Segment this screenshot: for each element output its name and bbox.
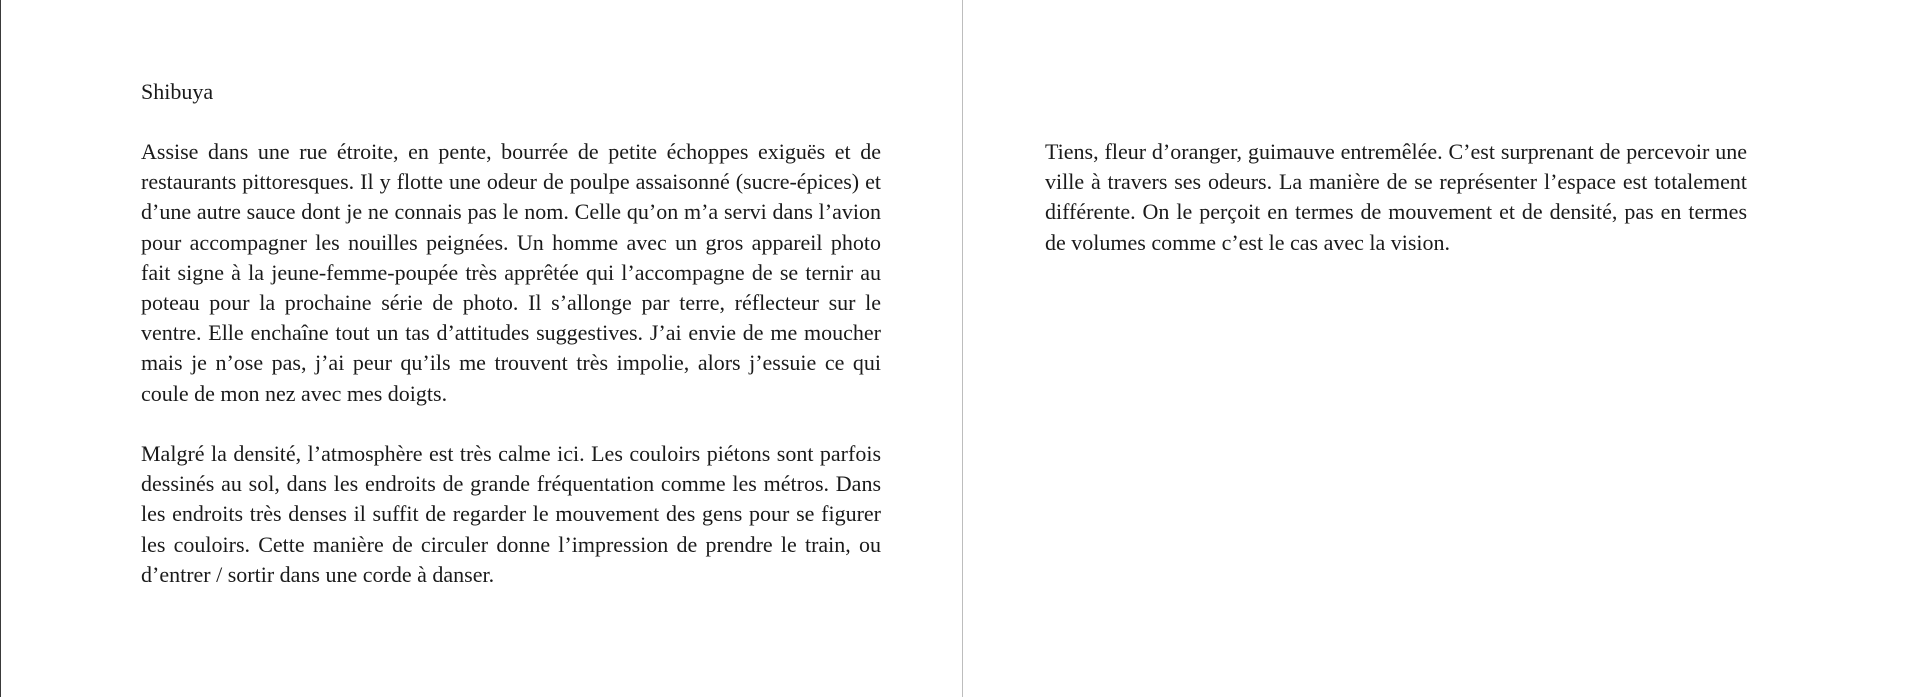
right-page-text — [1045, 137, 1747, 258]
paragraph-3: Tiens, fleur d’oranger, guimauve entremêlée. C’est surprenant de percevoir une ville à travers ses odeurs. La manière de se représenter l’espace est totalement différente. On le perçoit en termes de mouvement et de densité, pas en termes de volumes comme c’est le cas avec la vision. — [1045, 139, 1747, 255]
paragraph-1: Assise dans une rue étroite, en pente, bourrée de petite échoppes exiguës et de restaurants pittoresques. Il y flotte une odeur de poulpe assaisonné (sucre-épices) et d’une autre sauce dont je ne connais pas le nom. Celle qu’on m’a servi dans l’avion pour accompagner les nouilles peignées. Un homme avec un gros appareil photo fait signe à la jeune-femme-poupée très apprêtée qui l’accompagne de se ternir au poteau pour la prochaine série de photo. Il s’allonge par terre, réflecteur sur le ventre. Elle enchaîne tout un tas d’attitudes suggestives. J’ai envie de me moucher mais je n’ose pas, j’ai peur qu’ils me trouvent très impolie, alors j’essuie ce qui coule de mon nez avec mes doigts. — [141, 139, 881, 406]
chapter-title: Shibuya — [141, 79, 214, 104]
left-page-text — [141, 137, 881, 590]
paragraph-2: Malgré la densité, l’atmosphère est très calme ici. Les couloirs piétons sont parfois dessinés au sol, dans les endroits de grande fréquentation comme les métros. Dans les endroits très denses il suffit de regarder le mouvement des gens pour se figurer les couloirs. Cette manière de circuler donne l’impression de prendre le train, ou d’entrer / sortir dans une corde à danser. — [141, 441, 881, 587]
left-page — [1, 0, 963, 697]
right-page — [963, 0, 1920, 697]
